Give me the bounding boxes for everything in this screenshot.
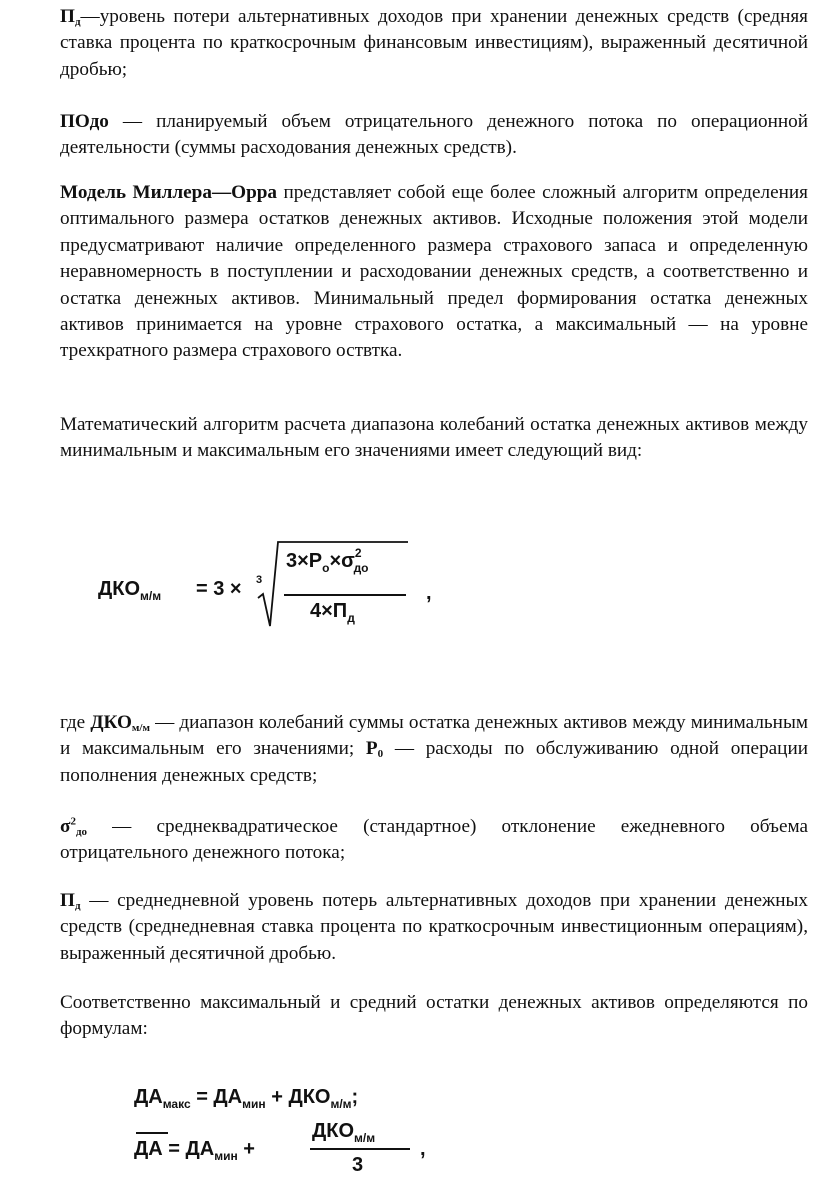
formula-denominator: $4\times П_д$ bbox=[310, 600, 355, 625]
term-dko: $ДКО_{м/м}$ bbox=[90, 712, 150, 734]
paragraph-text: —уровень потери альтернативных доходов при хранении денежных средств (средняя ставка процента по краткосрочным финансовым инвестициям), выраженный десятичной дробью; bbox=[60, 6, 808, 80]
formula-average-line: ДА = $ДА_{мин}$ + bbox=[134, 1138, 255, 1163]
overline-bar bbox=[136, 1132, 168, 1134]
formula-max-average bbox=[130, 1076, 450, 1186]
root-index: 3 bbox=[256, 574, 263, 586]
symbol-sigma: $\sigma^2_{до}$ bbox=[60, 815, 88, 838]
symbol-pd: $П_д$ bbox=[60, 890, 81, 912]
paragraph-miller-orr-model bbox=[60, 180, 808, 365]
paragraph-algorithm-intro bbox=[60, 412, 808, 465]
fraction-numerator: $ДКО_{м/м}$ bbox=[312, 1120, 376, 1145]
formula-tail: , bbox=[426, 582, 432, 604]
formula-numerator: $3\times P_o\times\sigma^2_{до}$ bbox=[286, 546, 369, 575]
term-p0: $Р_0$ bbox=[365, 738, 384, 761]
paragraph-text: Математический алгоритм расчета диапазона колебаний остатка денежных активов между минимальным и максимальным его значениями имеет следующий вид: bbox=[60, 414, 808, 462]
formula-tail: , bbox=[420, 1138, 426, 1160]
fraction-denominator: 3 bbox=[352, 1154, 364, 1176]
paragraph-sigma-definition: $\sigma^2_{до}$ — среднеквадратическое (стандартное) отклонение ежедневного объема отрицательного денежного потока; bbox=[60, 815, 808, 864]
paragraph-text: Соответственно максимальный и средний остатки денежных активов определяются по формулам: bbox=[60, 992, 808, 1040]
term-miller-orr: Модель Миллера—Орра bbox=[60, 182, 277, 203]
paragraph-pd-daily-definition: $П_д$ — среднедневной уровень потерь альтернативных доходов при хранении денежных средств (среднедневная ставка процента по краткосрочным инвестиционным операциям), выраженный десятичной дробью. bbox=[60, 890, 808, 964]
fraction-bar bbox=[284, 594, 406, 596]
paragraph-formulas-intro bbox=[60, 990, 808, 1043]
paragraph-where-dko: где $ДКО_{м/м}$ — диапазон колебаний суммы остатка денежных активов между минимальным и максимальным его значениями; $Р_0$ — расходы по обслуживанию одной операции пополнения денежных средств; bbox=[60, 712, 808, 786]
formula-max-line: $ДА_{макс} = ДА_{мин} + ДКО_{м/м}$; bbox=[134, 1086, 359, 1111]
fraction-bar bbox=[310, 1148, 410, 1150]
paragraph-text: — планируемый объем отрицательного денежного потока по операционной деятельности (суммы расходования денежных средств). bbox=[60, 111, 808, 159]
paragraph-podo-definition bbox=[60, 109, 808, 162]
term-podo: ПОдо bbox=[60, 111, 109, 132]
paragraph-text: представляет собой еще более сложный алгоритм определения оптимального размера остатков денежных активов. Исходные положения этой модели предусматривают наличие определенного размера страхового запаса и определенную неравномерность в поступлении и расходовании денежных средств, а соответственно и остатка денежных активов. Минимальный предел формирования остатка денежных активов принимается на уровне страхового остатка, а максимальный — на уровне трехкратного размера страхового оствтка. bbox=[60, 182, 808, 362]
formula-dko-range bbox=[96, 534, 456, 634]
formula-lhs: $ДКО_{м/м}$ bbox=[98, 578, 162, 603]
paragraph-pd-definition bbox=[60, 4, 808, 83]
symbol-pd: $П_д$ bbox=[60, 6, 81, 28]
formula-eq: = 3 × bbox=[196, 578, 242, 600]
